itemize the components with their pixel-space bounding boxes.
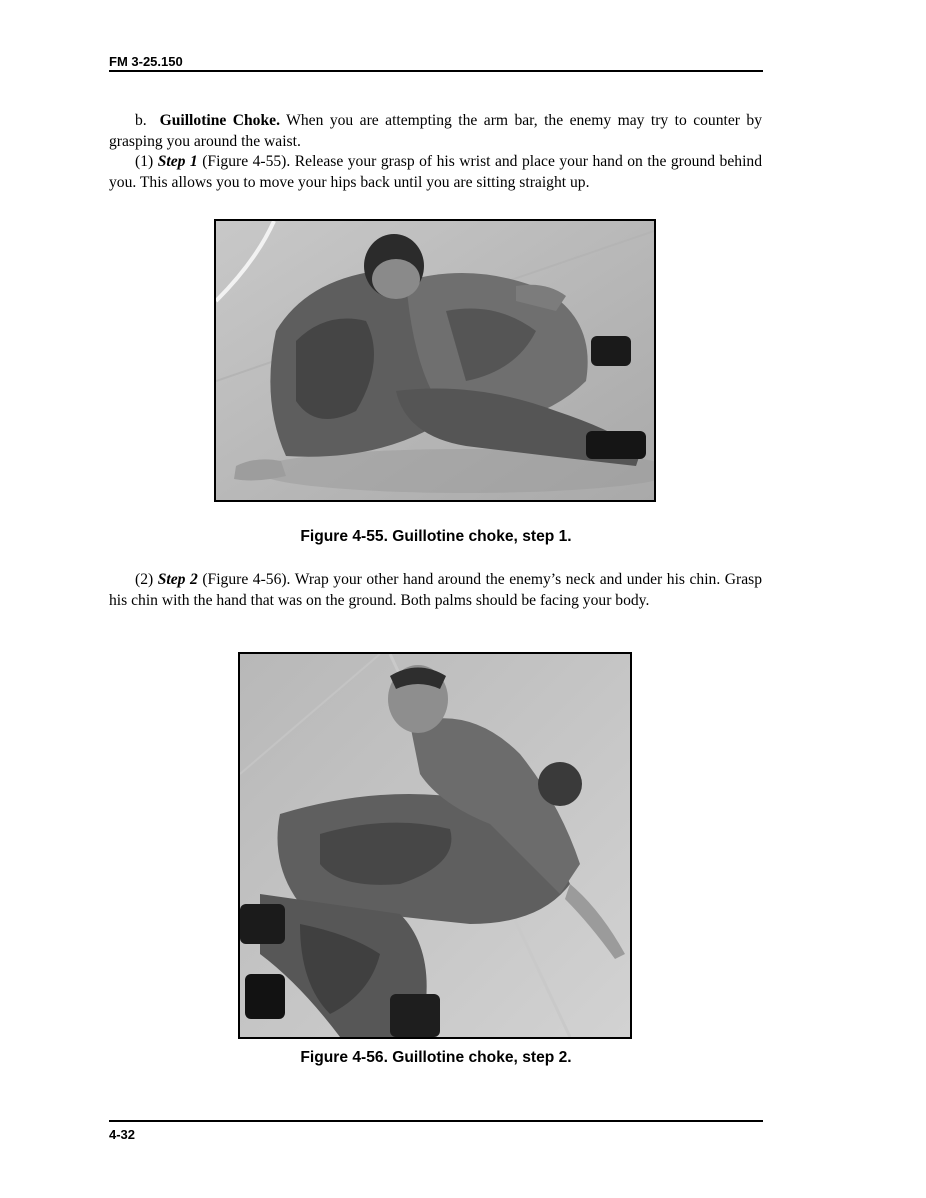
- paragraph-step-1: [109, 151, 762, 193]
- footer-rule: [109, 1120, 763, 1122]
- figure-reference: (Figure 4-55).: [202, 153, 291, 170]
- paragraph-marker: b.: [135, 112, 147, 129]
- step-text: Wrap your other hand around the enemy’s neck and under his chin. Grasp his chin with the hand that was on the ground. Both palms should be facing your body.: [109, 571, 763, 609]
- paragraph-step-2: [109, 569, 762, 611]
- header-rule: [109, 70, 763, 72]
- figure-4-56-photo: [238, 652, 632, 1039]
- figure-reference: (Figure 4-56).: [202, 571, 291, 588]
- step-marker: (2): [135, 571, 154, 588]
- step-text: Release your grasp of his wrist and place your hand on the ground behind you. This allows you to move your hips back until you are sitting straight up.: [109, 153, 762, 191]
- paragraph-title: Guillotine Choke.: [159, 112, 280, 129]
- footer-page-number: 4-32: [109, 1127, 136, 1142]
- photo-soldiers-step-1: [216, 221, 654, 500]
- step-marker: (1): [135, 153, 154, 170]
- figure-4-56-caption: Figure 4-56. Guillotine choke, step 2.: [300, 1049, 572, 1066]
- step-label: Step 1: [157, 153, 198, 170]
- paragraph-text: When you are attempting the arm bar, the enemy may try to counter by grasping you around the waist.: [109, 112, 763, 150]
- header-doc-id: FM 3-25.150: [109, 54, 183, 69]
- figure-4-55-caption: Figure 4-55. Guillotine choke, step 1.: [300, 528, 572, 545]
- figure-4-55-photo: [214, 219, 656, 502]
- photo-soldiers-step-2: [240, 654, 630, 1037]
- paragraph-guillotine-choke: [109, 110, 762, 152]
- step-label: Step 2: [157, 571, 198, 588]
